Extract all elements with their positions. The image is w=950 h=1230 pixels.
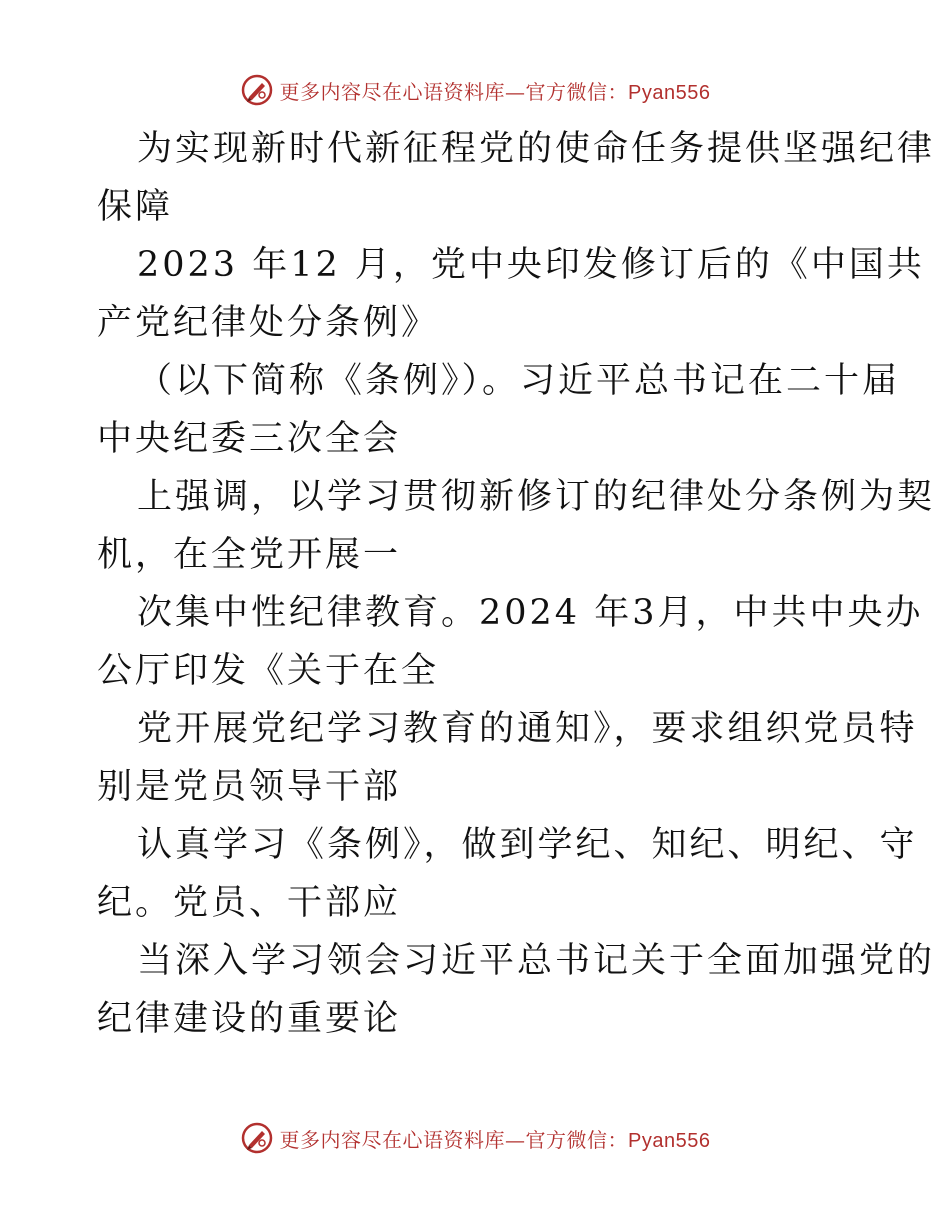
paragraph-line: 纪律建设的重要论 [97, 999, 402, 1039]
header-watermark [0, 72, 950, 108]
paragraph-line: 公厅印发《关于在全 [97, 651, 440, 691]
paragraph-line: 机，在全党开展一 [97, 535, 402, 575]
paragraph [97, 932, 936, 1048]
pen-logo-icon [240, 1121, 274, 1155]
watermark-wechat-label: 官方微信： [525, 79, 629, 104]
paragraph-line: 党开展党纪学习教育的通知》，要求组织党员特 [137, 709, 918, 749]
paragraph-line: 认真学习《条例》，做到学纪、知纪、明纪、守 [137, 825, 918, 865]
paragraph-line: 别是党员领导干部 [97, 767, 402, 807]
watermark-site-name: 更多内容尽在心语资料库 [279, 79, 506, 104]
paragraph-line: 中央纪委三次全会 [97, 419, 402, 459]
paragraph-line: 次集中性纪律教育。2024 年3月，中共中央办 [137, 593, 924, 633]
paragraph-line: 2023 年12 月，党中央印发修订后的《中国共 [137, 245, 925, 285]
document-body [97, 120, 936, 1048]
watermark-dash: — [505, 1127, 526, 1152]
watermark-wechat-id: Pyan556 [628, 1129, 711, 1152]
watermark-text [280, 76, 711, 105]
watermark-wechat-id: Pyan556 [628, 81, 711, 104]
paragraph-line: 产党纪律处分条例》 [97, 303, 440, 343]
paragraph [97, 120, 936, 236]
paragraph-line: 保障 [97, 187, 174, 227]
paragraph [97, 468, 936, 584]
watermark-text [280, 1124, 711, 1153]
paragraph-line: 当深入学习领会习近平总书记关于全面加强党的 [137, 941, 936, 981]
paragraph-line: 为实现新时代新征程党的使命任务提供坚强纪律 [137, 129, 936, 169]
pen-logo-icon [240, 73, 274, 107]
paragraph [97, 352, 901, 468]
paragraph [97, 816, 918, 932]
footer-watermark [0, 1120, 950, 1156]
watermark-dash: — [505, 79, 526, 104]
paragraph-line: 上强调，以学习贯彻新修订的纪律处分条例为契 [137, 477, 936, 517]
paragraph-line: （以下简称《条例》）。习近平总书记在二十届 [137, 361, 901, 401]
watermark-site-name: 更多内容尽在心语资料库 [279, 1127, 506, 1152]
paragraph [97, 700, 918, 816]
paragraph [97, 236, 925, 352]
watermark-wechat-label: 官方微信： [525, 1127, 629, 1152]
paragraph-line: 纪。党员、干部应 [97, 883, 402, 923]
paragraph [97, 584, 924, 700]
